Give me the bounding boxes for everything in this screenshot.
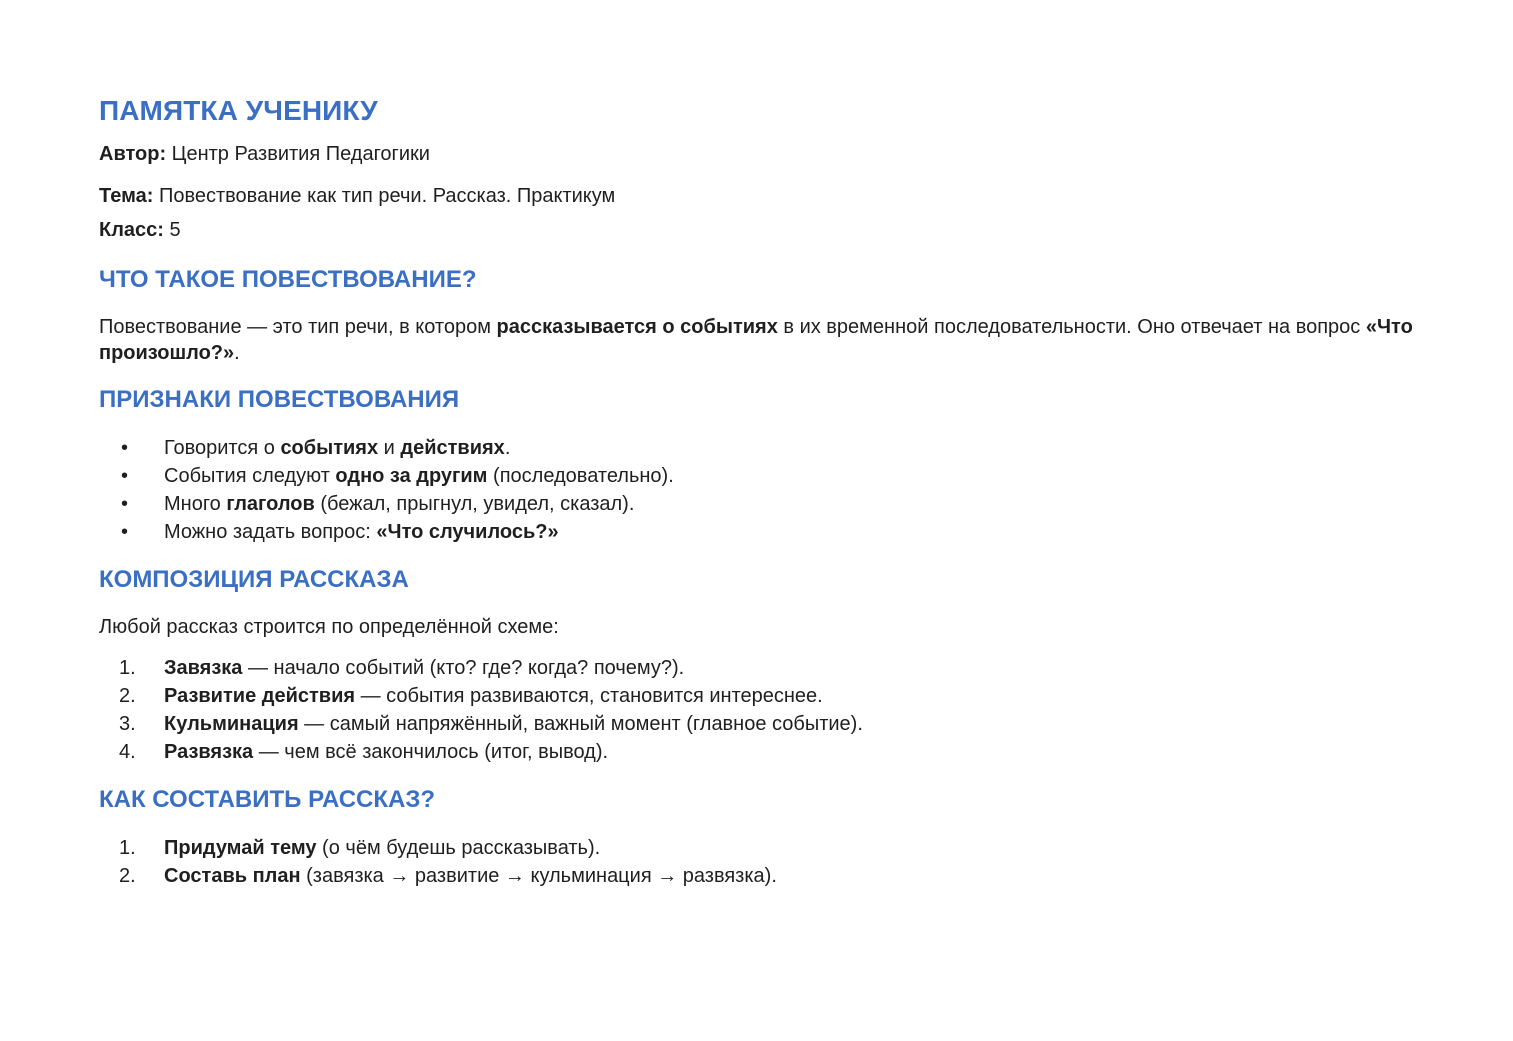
list-number: 2.	[119, 685, 136, 707]
text-run: Много	[164, 493, 227, 515]
list-item	[99, 654, 1413, 682]
text-run-bold: Завязка	[164, 657, 243, 679]
text-run-bold: событиях	[280, 437, 379, 459]
text-run: в их временной последовательности. Оно отвечает на вопрос	[777, 316, 1366, 338]
features-list	[99, 434, 1413, 546]
bullet-marker: •	[121, 493, 129, 515]
text-run-bold: Развязка	[164, 741, 254, 763]
text-run-bold: глаголов	[226, 493, 315, 515]
section-heading-composition: КОМПОЗИЦИЯ РАССКАЗА	[99, 566, 409, 593]
list-item	[99, 710, 1413, 738]
list-item	[99, 682, 1413, 710]
topic-value: Повествование как тип речи. Рассказ. Практикум	[153, 185, 616, 207]
text-run-bold: рассказывается о событиях	[496, 316, 778, 338]
text-run: — начало событий (кто? где? когда? почему?).	[242, 657, 685, 679]
list-number: 4.	[119, 741, 136, 763]
section-what-is-text	[99, 314, 1413, 366]
section-heading-what-is: ЧТО ТАКОЕ ПОВЕСТВОВАНИЕ?	[99, 266, 477, 293]
list-item	[99, 462, 1413, 490]
text-run-bold: Придумай тему	[164, 837, 317, 859]
text-run: Можно задать вопрос:	[164, 521, 377, 543]
text-run: (бежал, прыгнул, увидел, сказал).	[314, 493, 635, 515]
list-item	[99, 490, 1413, 518]
list-number: 1.	[119, 657, 136, 679]
section-heading-how-to: КАК СОСТАВИТЬ РАССКАЗ?	[99, 786, 436, 813]
text-run: — события развиваются, становится интереснее.	[355, 685, 823, 707]
text-run-bold: «Что произошло?»	[99, 316, 1413, 364]
meta-author	[99, 140, 1413, 168]
bullet-marker: •	[121, 465, 129, 487]
list-item	[99, 834, 1413, 862]
text-run: — самый напряжённый, важный момент (главное событие).	[298, 713, 863, 735]
list-number: 2.	[119, 865, 136, 887]
composition-intro: Любой рассказ строится по определённой схеме:	[99, 616, 559, 638]
text-run: (последовательно).	[487, 465, 674, 487]
text-run-bold: действиях	[400, 437, 505, 459]
text-run-bold: «Что случилось?»	[376, 521, 559, 543]
bullet-marker: •	[121, 437, 129, 459]
page-title: ПАМЯТКА УЧЕНИКУ	[99, 95, 378, 126]
text-run: — чем всё закончилось (итог, вывод).	[253, 741, 609, 763]
text-run: .	[504, 437, 511, 459]
list-item	[99, 738, 1413, 766]
meta-class	[99, 216, 1413, 244]
text-run-bold: одно за другим	[335, 465, 488, 487]
author-value: Центр Развития Педагогики	[166, 143, 430, 165]
class-value: 5	[163, 219, 181, 241]
list-item	[99, 862, 1413, 890]
text-run-bold: Составь план	[164, 865, 301, 887]
topic-label: Тема:	[99, 185, 154, 207]
author-label: Автор:	[99, 143, 167, 165]
text-run: Говорится о	[164, 437, 281, 459]
list-number: 3.	[119, 713, 136, 735]
list-number: 1.	[119, 837, 136, 859]
text-run: Повествование — это тип речи, в котором	[99, 316, 497, 338]
text-run-bold: Кульминация	[164, 713, 299, 735]
bullet-marker: •	[121, 521, 129, 543]
list-item	[99, 518, 1413, 546]
meta-topic	[99, 182, 1413, 210]
text-run: События следуют	[164, 465, 336, 487]
text-run-bold: Развитие действия	[164, 685, 356, 707]
list-item	[99, 434, 1413, 462]
text-run: (завязка → развитие → кульминация → развязка).	[300, 865, 777, 887]
class-label: Класс:	[99, 219, 164, 241]
text-run: (о чём будешь рассказывать).	[316, 837, 601, 859]
section-heading-features: ПРИЗНАКИ ПОВЕСТВОВАНИЯ	[99, 386, 460, 413]
text-run: и	[378, 437, 401, 459]
composition-list	[99, 654, 1413, 766]
text-run: .	[234, 342, 240, 364]
how-to-list	[99, 834, 1413, 890]
